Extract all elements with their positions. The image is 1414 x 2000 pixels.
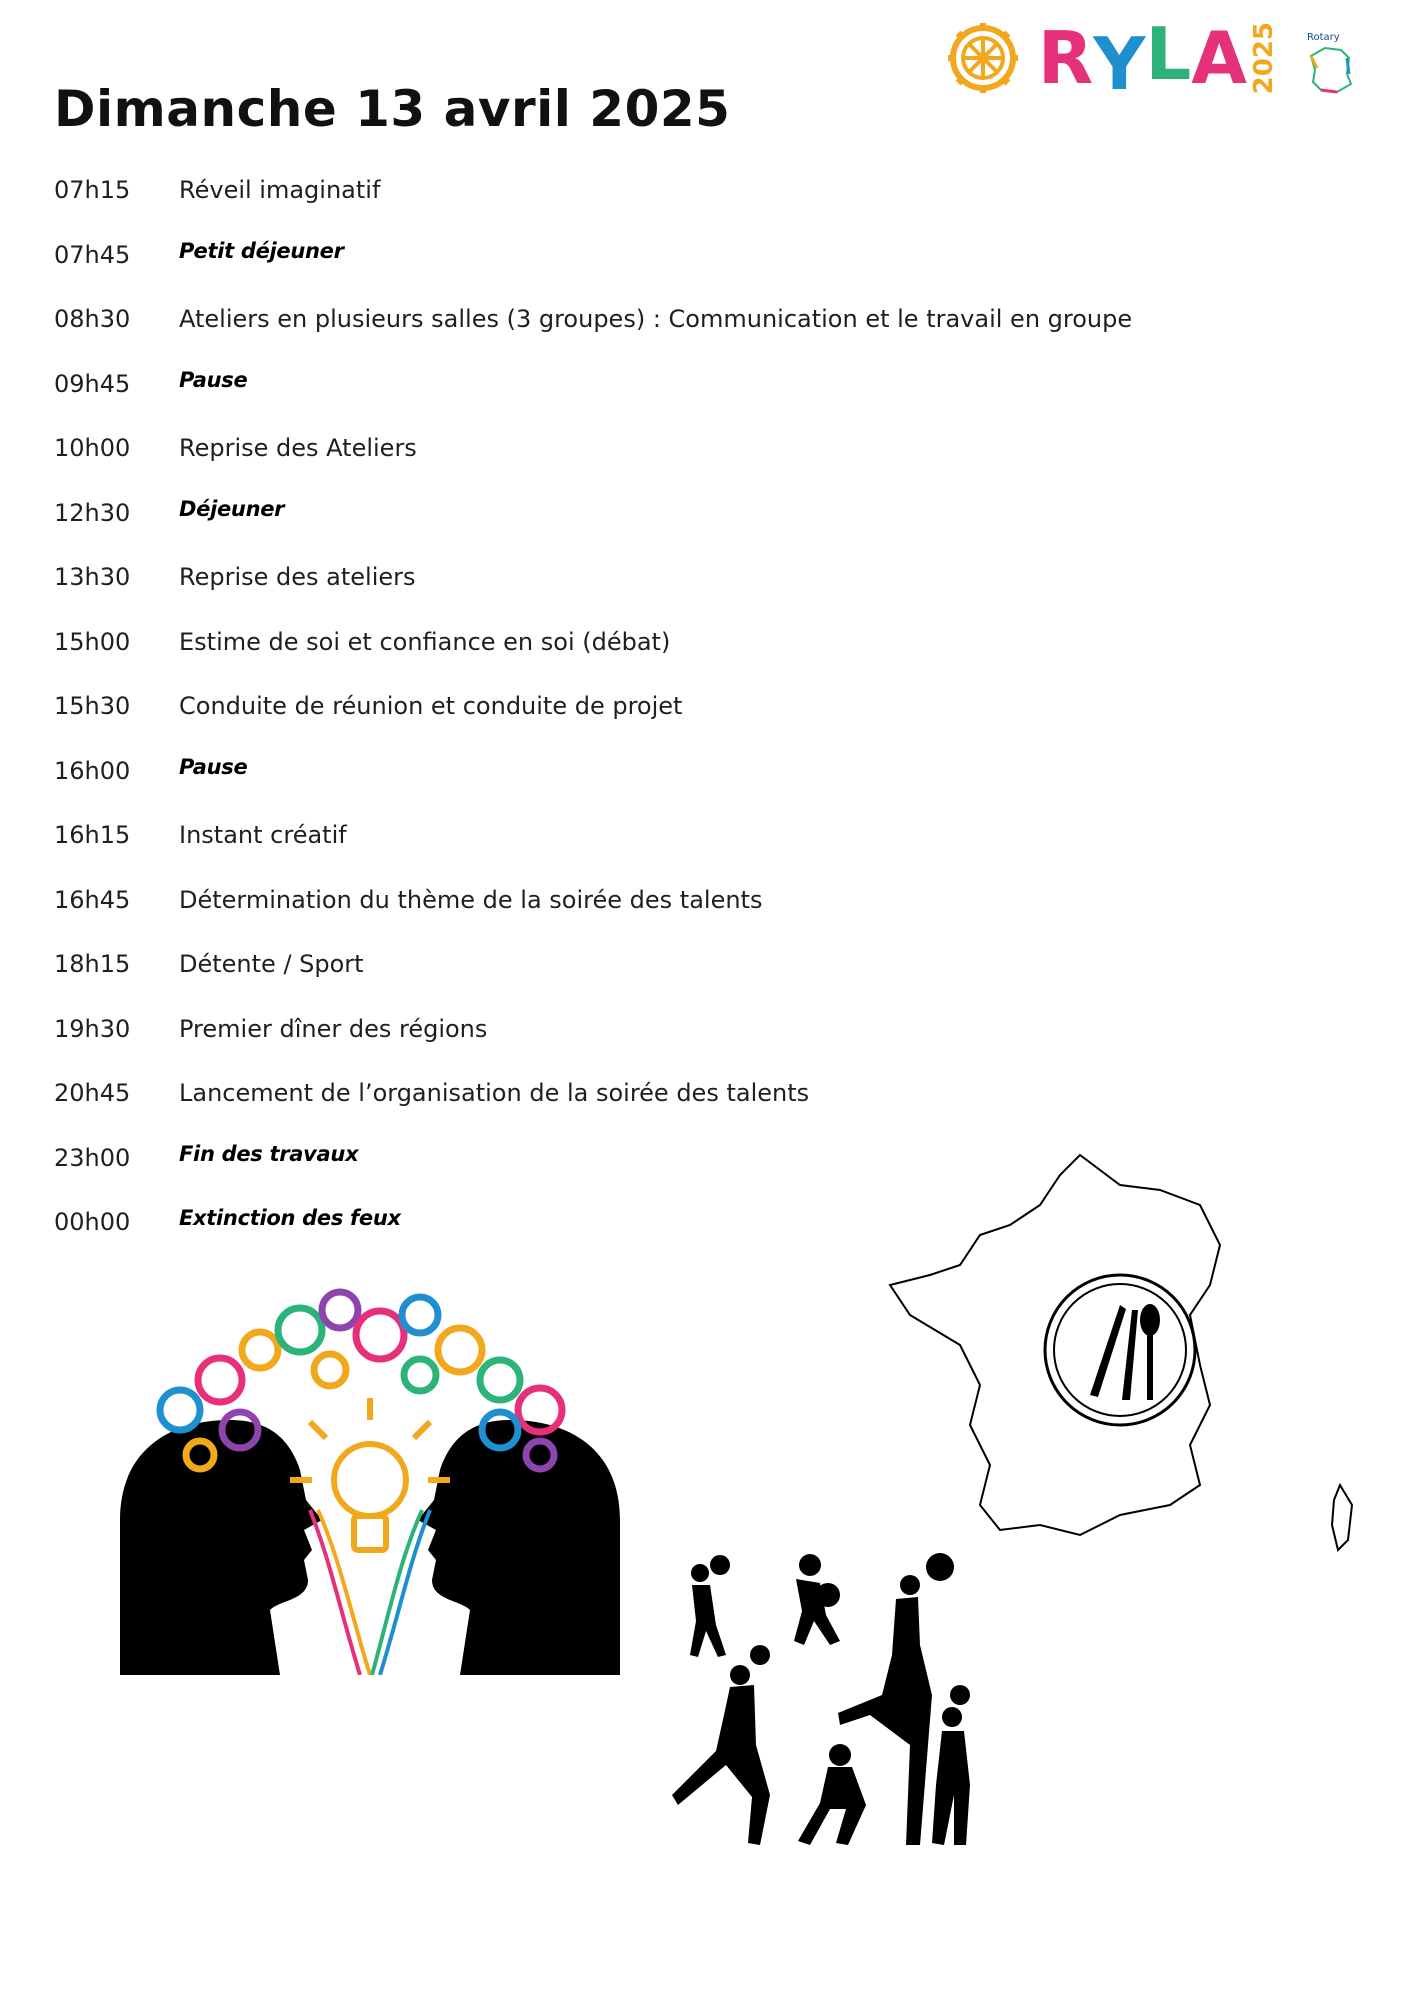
schedule-activity: Petit déjeuner [179, 238, 344, 263]
schedule-activity: Instant créatif [179, 821, 347, 849]
schedule-time: 16h45 [54, 885, 131, 914]
schedule-time: 09h45 [54, 369, 131, 398]
schedule-row [54, 815, 347, 855]
schedule-activity: Pause [179, 754, 248, 779]
schedule-time: 15h00 [54, 627, 131, 656]
header-logos [948, 12, 1359, 107]
schedule-row [54, 1202, 401, 1242]
rotary-france-logo [1297, 18, 1359, 98]
ryla-letter-y: Y [1093, 22, 1146, 107]
schedule-row [54, 1073, 809, 1113]
schedule-row [54, 299, 1132, 339]
schedule-time: 08h30 [54, 305, 131, 333]
schedule-time: 20h45 [54, 1079, 131, 1107]
rotary-wheel-icon [948, 23, 1018, 93]
schedule-time: 23h00 [54, 1143, 131, 1172]
rotary-small-text: Rotary [1307, 32, 1340, 43]
schedule-activity: Estime de soi et confiance en soi (débat) [179, 627, 671, 656]
schedule-activity: Fin des travaux [179, 1141, 359, 1166]
schedule-activity: Premier dîner des régions [179, 1014, 488, 1043]
schedule-time: 19h30 [54, 1014, 131, 1043]
schedule-row [54, 428, 417, 468]
schedule-activity: Détermination du thème de la soirée des talents [179, 885, 763, 914]
france-outline-small-icon [1297, 18, 1359, 98]
schedule-row [54, 235, 344, 275]
schedule-row [54, 1138, 358, 1178]
schedule-activity: Réveil imaginatif [179, 176, 381, 204]
schedule-time: 12h30 [54, 498, 131, 527]
schedule-row [54, 493, 284, 533]
schedule-activity: Pause [179, 367, 248, 392]
schedule-row [54, 944, 364, 984]
schedule-time: 16h15 [54, 821, 131, 849]
france-map-illustration [870, 1145, 1370, 1585]
schedule-time: 07h45 [54, 240, 131, 269]
schedule-time: 16h00 [54, 756, 131, 785]
schedule-time: 18h15 [54, 950, 131, 978]
schedule-time: 15h30 [54, 692, 131, 720]
schedule-activity: Conduite de réunion et conduite de projet [179, 692, 683, 720]
schedule-activity: Lancement de l’organisation de la soirée des talents [179, 1079, 810, 1107]
page-title: Dimanche 13 avril 2025 [54, 80, 731, 138]
schedule-row [54, 557, 416, 597]
sport-silhouettes-illustration [670, 1545, 990, 1855]
schedule-activity: Détente / Sport [179, 950, 364, 978]
schedule-row [54, 1009, 487, 1049]
schedule-activity: Ateliers en plusieurs salles (3 groupes) : Communication et le travail en groupe [179, 305, 1133, 333]
heads-gears-illustration [100, 1280, 640, 1675]
ryla-letter-r: R [1037, 16, 1094, 101]
schedule-row [54, 622, 670, 662]
schedule-time: 13h30 [54, 563, 131, 591]
ryla-letter-a: A [1191, 16, 1247, 101]
ryla-logo [1037, 12, 1279, 107]
schedule-row [54, 170, 380, 210]
schedule-activity: Reprise des ateliers [179, 563, 416, 591]
ryla-year: 2025 [1249, 21, 1279, 95]
schedule-activity: Reprise des Ateliers [179, 434, 417, 462]
schedule-row [54, 364, 247, 404]
ryla-letter-l: L [1145, 12, 1192, 97]
schedule-row [54, 880, 762, 920]
schedule-time: 10h00 [54, 434, 131, 462]
schedule-activity: Extinction des feux [179, 1206, 401, 1230]
schedule-time: 00h00 [54, 1208, 131, 1236]
schedule-row [54, 751, 247, 791]
schedule-row [54, 686, 682, 726]
schedule-activity: Déjeuner [179, 496, 285, 521]
schedule-time: 07h15 [54, 176, 131, 204]
